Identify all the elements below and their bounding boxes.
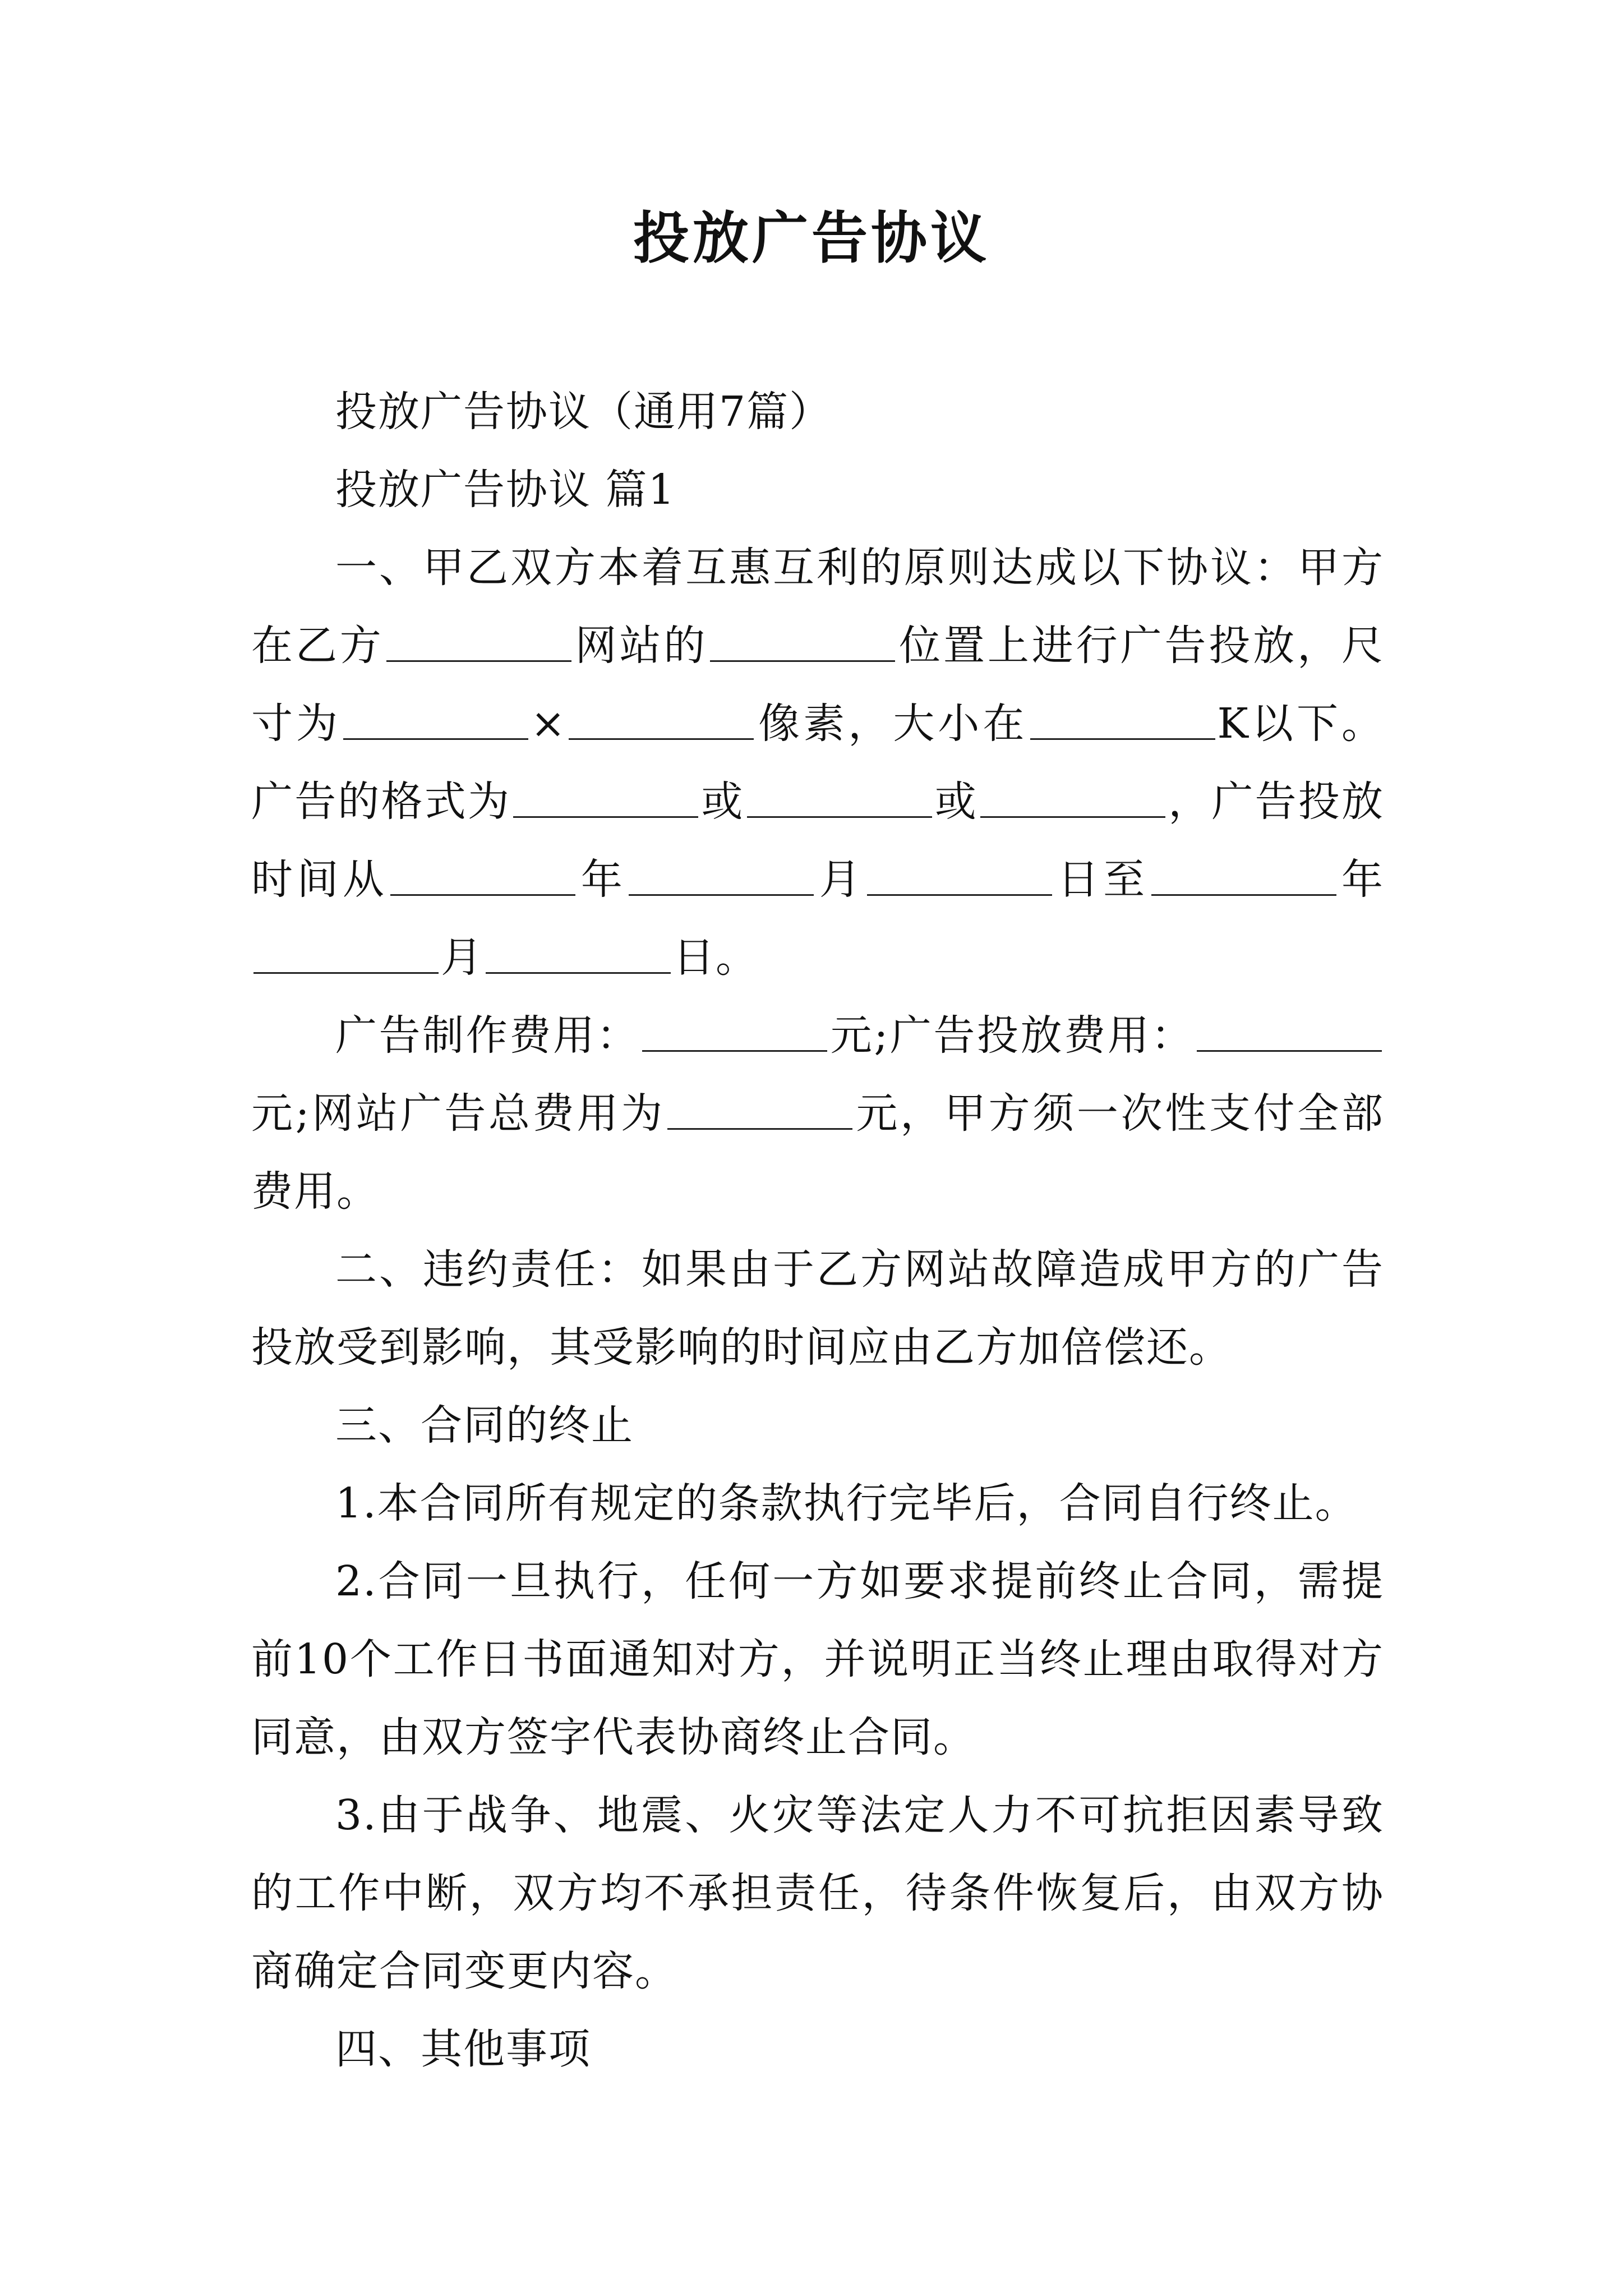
clause-4-heading: 四、其他事项 — [335, 2025, 591, 2073]
clause-1-text-c: 位置上进行广告投放，尺寸为 — [251, 622, 1385, 748]
blank-field-format-3 — [980, 775, 1165, 818]
clause-1-text-l: 日至 — [1054, 855, 1149, 904]
blank-field-start-day — [867, 853, 1052, 896]
clause-1-text-b: 网站的 — [573, 622, 708, 670]
blank-field-width — [343, 697, 528, 740]
fees-paragraph — [251, 997, 1384, 1231]
clause-3-item-1: 1.本合同所有规定的条款执行完毕后，合同自行终止。 — [335, 1479, 1358, 1527]
subtitle-line: 投放广告协议（通用7篇） — [335, 388, 832, 436]
blank-field-position — [710, 619, 895, 662]
section-heading: 投放广告协议 篇1 — [335, 466, 676, 514]
clause-1-text-m: 年 — [1338, 855, 1385, 904]
clause-3-item-2: 2.合同一旦执行，任何一方如要求提前终止合同，需提前10个工作日书面通知对方，并说明正当终止理由取得对方同意，由双方签字代表协商终止合同。 — [251, 1557, 1384, 1761]
clause-1-text-g: 或 — [700, 777, 745, 826]
fees-text-c: 元;网站广告总费用为 — [251, 1089, 665, 1138]
clause-2-paragraph: 二、违约责任：如果由于乙方网站故障造成甲方的广告投放受到影响，其受影响的时间应由乙方加倍偿还。 — [251, 1245, 1384, 1372]
blank-field-end-day — [486, 931, 671, 974]
blank-field-size — [1030, 697, 1215, 740]
blank-field-website — [386, 619, 571, 662]
fees-text-b: 元;广告投放费用： — [829, 1011, 1195, 1060]
clause-1-text-h: 或 — [934, 777, 979, 826]
blank-field-height — [569, 697, 754, 740]
blank-field-production-fee — [642, 1009, 827, 1052]
clause-1-text-j: 年 — [578, 855, 627, 904]
blank-field-start-year — [390, 853, 575, 896]
clause-1-text-a: 一、甲乙双方本着互惠互利的原则达成以下协议：甲方在乙方 — [251, 544, 1384, 670]
blank-field-end-year — [1151, 853, 1336, 896]
fees-text-d: 元，甲方须一次性支付全部费用。 — [251, 1089, 1384, 1216]
blank-field-end-month — [253, 931, 439, 974]
clause-1-text-i: ，广告投放时间从 — [251, 777, 1385, 904]
fees-text-a: 广告制作费用： — [335, 1011, 640, 1060]
clause-3-heading: 三、合同的终止 — [335, 1401, 634, 1450]
clause-1-text-k: 月 — [816, 855, 865, 904]
clause-1-text-f: K以下。广告的格式为 — [251, 700, 1385, 826]
clause-3-item-3: 3.由于战争、地震、火灾等法定人力不可抗拒因素导致的工作中断，双方均不承担责任，待条件恢复后，由双方协商确定合同变更内容。 — [251, 1791, 1384, 1995]
document-body — [251, 373, 1384, 2088]
clause-1-text-d: × — [531, 700, 567, 748]
clause-1-text-e: 像素，大小在 — [756, 700, 1028, 748]
blank-field-start-month — [629, 853, 814, 896]
clause-1-paragraph — [251, 529, 1384, 997]
clause-1-text-n: 月 — [441, 933, 483, 982]
document-title: 投放广告协议 — [633, 205, 990, 271]
blank-field-placement-fee — [1197, 1009, 1382, 1052]
blank-field-total-fee — [667, 1087, 852, 1130]
clause-1-text-o: 日。 — [673, 933, 758, 982]
blank-field-format-2 — [747, 775, 932, 818]
blank-field-format-1 — [513, 775, 698, 818]
